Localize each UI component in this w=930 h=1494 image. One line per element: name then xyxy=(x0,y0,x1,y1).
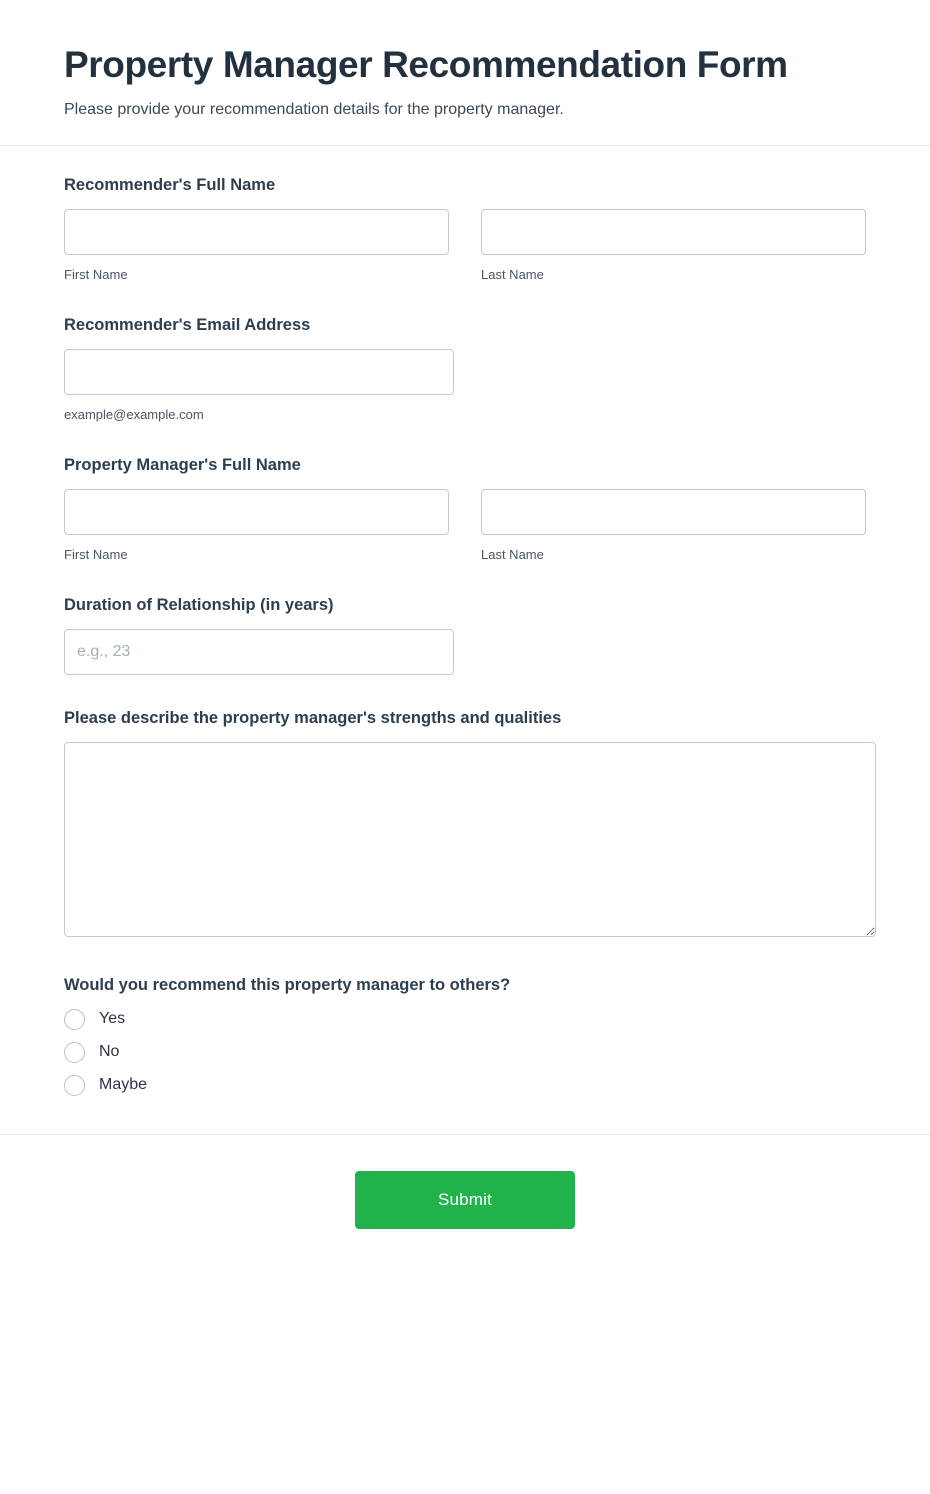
radio-label-yes: Yes xyxy=(99,1010,126,1028)
field-manager-full-name xyxy=(64,456,866,562)
field-label-duration: Duration of Relationship (in years) xyxy=(64,595,334,614)
manager-last-name-sublabel: Last Name xyxy=(481,546,544,562)
submit-button[interactable]: Submit xyxy=(355,1171,575,1229)
recommender-email-sublabel: example@example.com xyxy=(64,406,204,422)
recommender-first-name-input[interactable] xyxy=(64,209,449,255)
radio-label-no: No xyxy=(99,1043,120,1061)
radio-circle-icon[interactable] xyxy=(64,1009,85,1030)
recommend-radio-group xyxy=(64,1009,866,1096)
radio-circle-icon[interactable] xyxy=(64,1075,85,1096)
radio-option-maybe[interactable] xyxy=(64,1075,866,1096)
form-body xyxy=(0,146,930,1135)
duration-input[interactable] xyxy=(64,629,454,675)
radio-option-yes[interactable] xyxy=(64,1009,866,1030)
strengths-textarea[interactable] xyxy=(64,742,876,937)
manager-name-row xyxy=(64,489,866,562)
field-label-recommend: Would you recommend this property manager to others? xyxy=(64,975,511,994)
form-header xyxy=(0,0,930,146)
recommender-first-name-sublabel: First Name xyxy=(64,266,128,282)
email-row xyxy=(64,349,866,422)
radio-label-maybe: Maybe xyxy=(99,1076,148,1094)
page-title: Property Manager Recommendation Form xyxy=(64,44,788,85)
recommender-last-name-sublabel: Last Name xyxy=(481,266,544,282)
manager-last-name-input[interactable] xyxy=(481,489,866,535)
manager-last-name-group xyxy=(481,489,866,562)
manager-first-name-sublabel: First Name xyxy=(64,546,128,562)
recommender-first-name-group xyxy=(64,209,449,282)
field-label-strengths: Please describe the property manager's strengths and qualities xyxy=(64,708,562,727)
form-footer xyxy=(0,1135,930,1275)
field-label-recommender-full-name: Recommender's Full Name xyxy=(64,175,276,194)
field-label-recommender-email: Recommender's Email Address xyxy=(64,315,311,334)
field-recommender-full-name xyxy=(64,176,866,282)
recommender-email-input[interactable] xyxy=(64,349,454,395)
duration-group xyxy=(64,629,454,675)
name-row xyxy=(64,209,866,282)
duration-row xyxy=(64,629,866,675)
recommender-email-group xyxy=(64,349,454,422)
manager-first-name-input[interactable] xyxy=(64,489,449,535)
field-recommender-email xyxy=(64,316,866,422)
field-label-manager-full-name: Property Manager's Full Name xyxy=(64,455,301,474)
page-subtitle: Please provide your recommendation details for the property manager. xyxy=(64,100,564,118)
manager-first-name-group xyxy=(64,489,449,562)
recommender-last-name-input[interactable] xyxy=(481,209,866,255)
radio-option-no[interactable] xyxy=(64,1042,866,1063)
recommender-last-name-group xyxy=(481,209,866,282)
field-strengths xyxy=(64,709,866,942)
field-recommend xyxy=(64,976,866,1096)
radio-circle-icon[interactable] xyxy=(64,1042,85,1063)
field-duration xyxy=(64,596,866,675)
